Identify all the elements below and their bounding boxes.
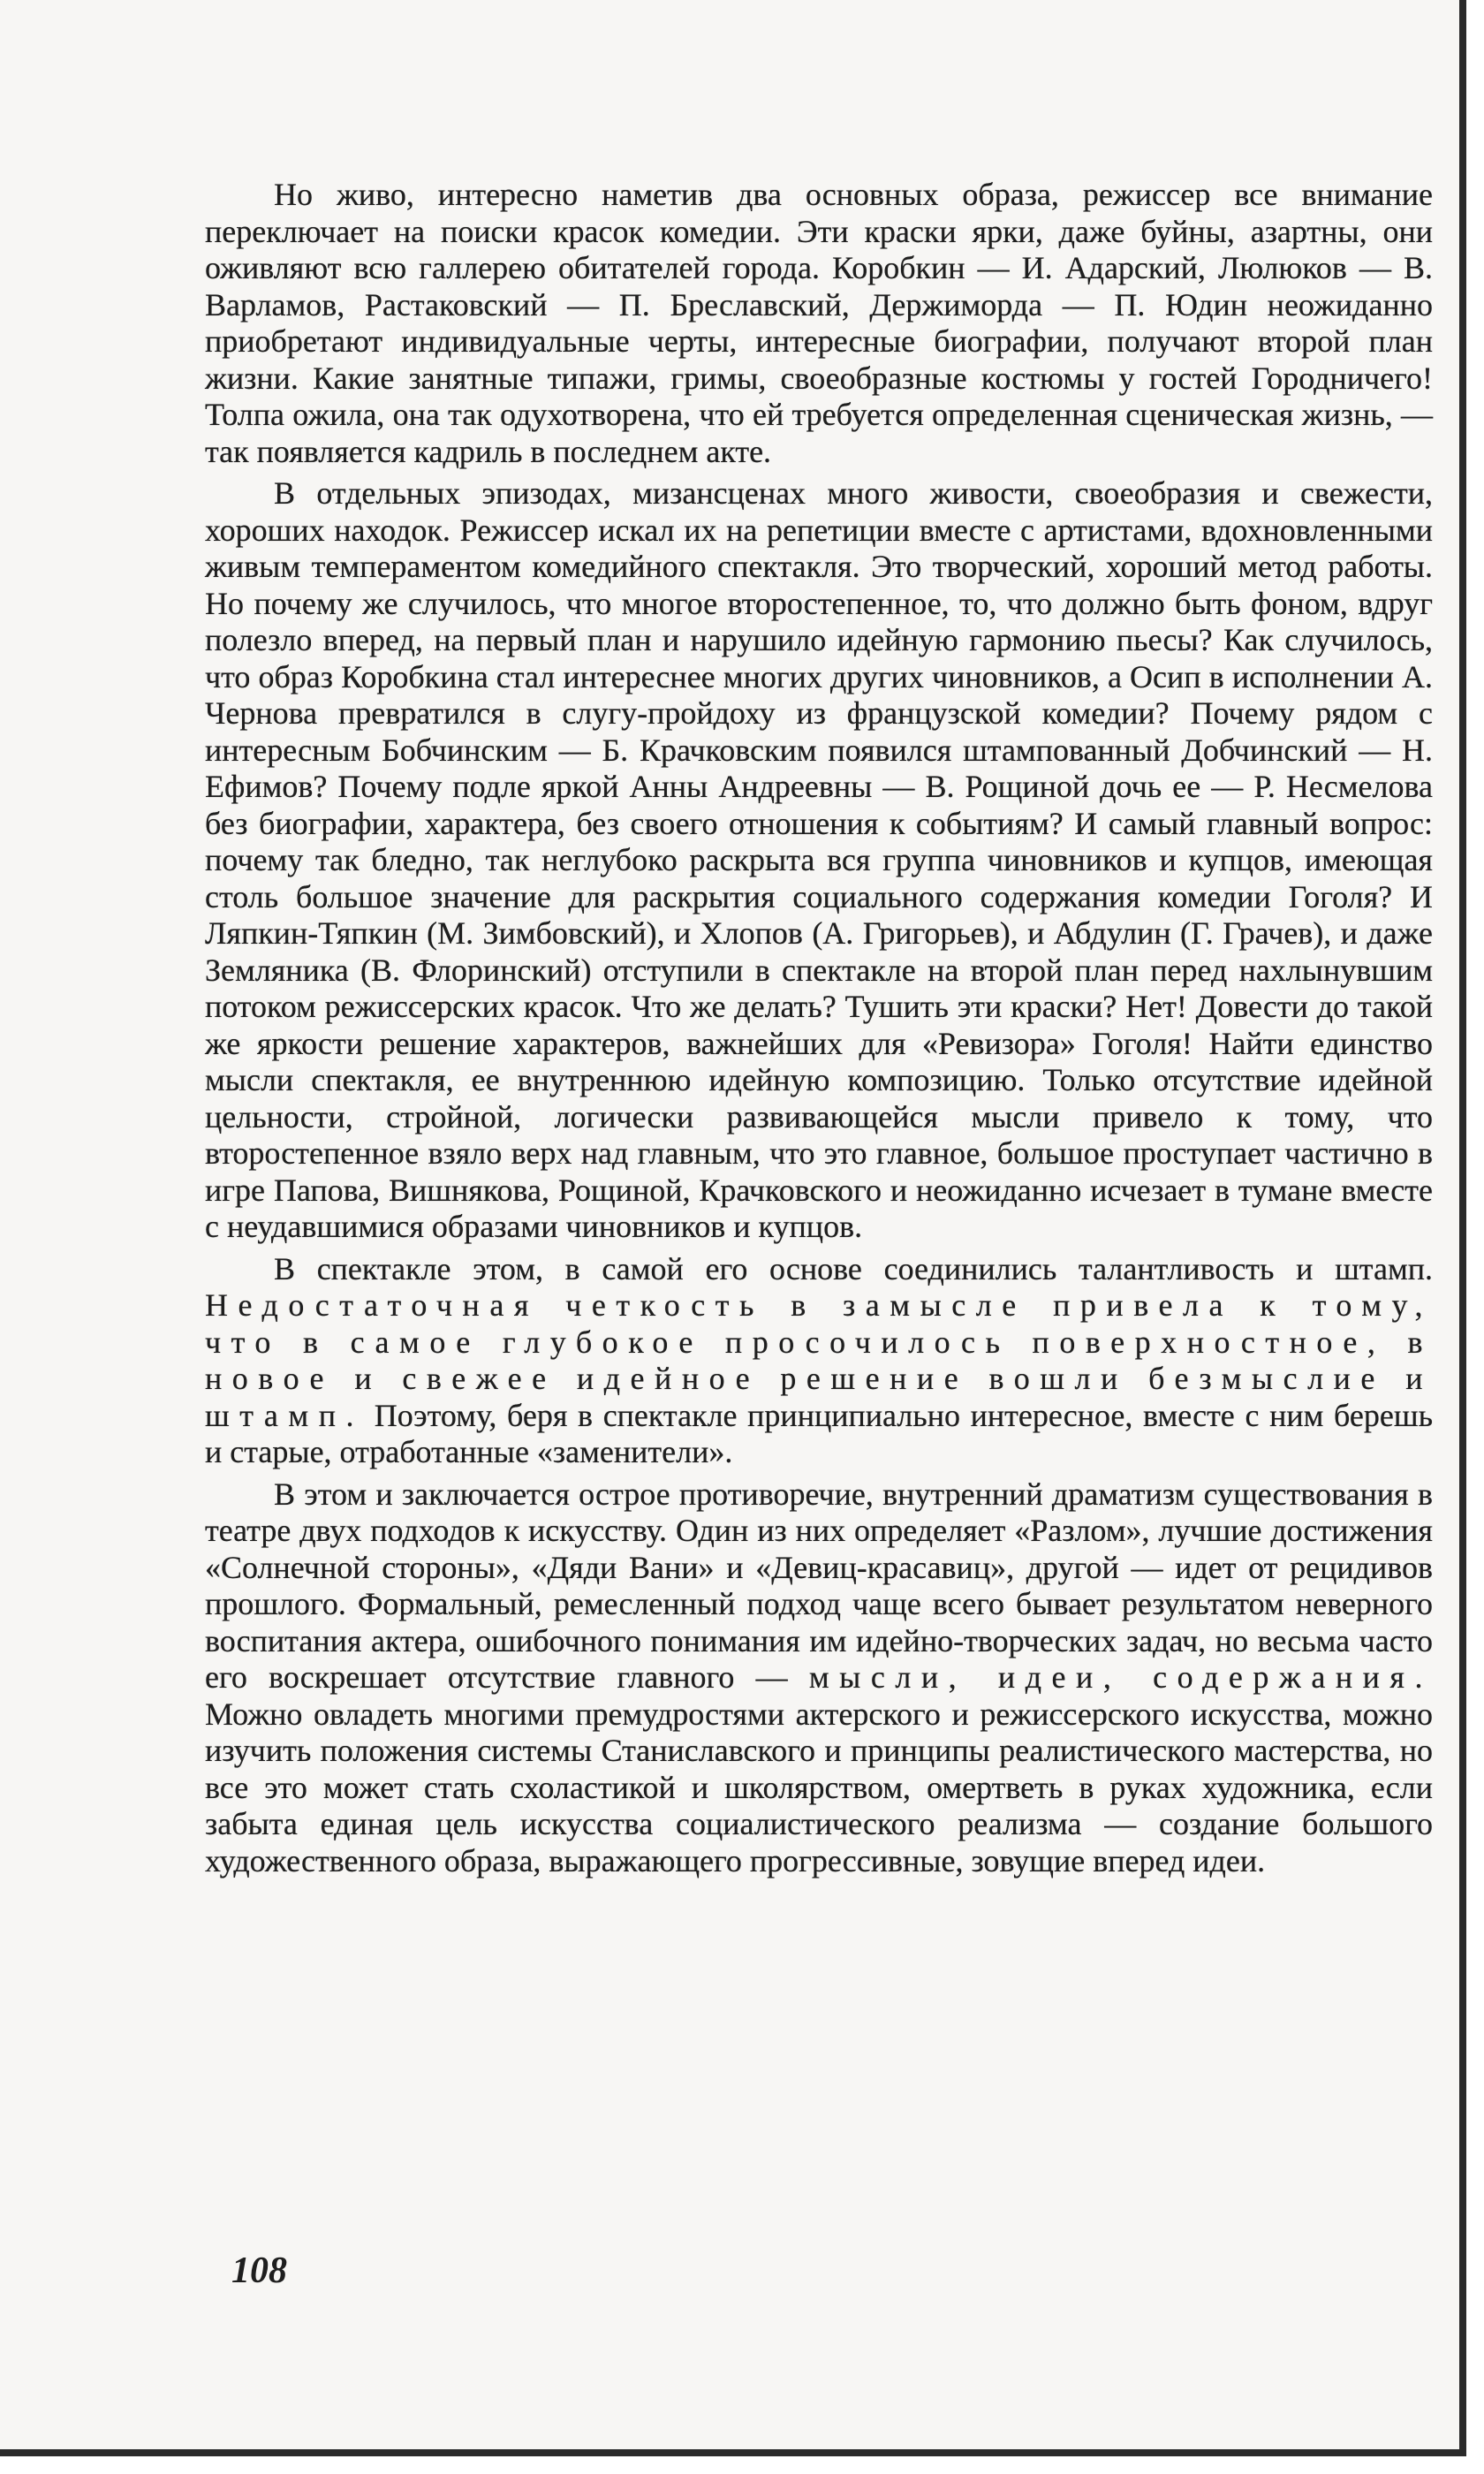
paragraph-text: Можно овладеть многими премудростями актерского и режиссерского искусства, можно изучить положения системы Станиславского и принципы реалистического мастерства, но все это может стать схоластикой и школярством, омертветь в руках художника, если забыта единая цель искусства социалистического реализма — создание большого художественного образа, выражающего прогрессивные, зовущие вперед идеи. xyxy=(205,1696,1433,1878)
emphasized-text: мысли, идеи, содержания. xyxy=(808,1659,1433,1695)
paragraph-4 xyxy=(205,1476,1433,1880)
paragraph-text: В спектакле этом, в самой его основе соединились талантливость и штамп. xyxy=(274,1250,1433,1286)
paragraph-1 xyxy=(205,177,1433,470)
paragraph-2 xyxy=(205,475,1433,1246)
paragraph-text: В отдельных эпизодах, мизансценах много живости, своеобразия и свежести, хороших находок. Режиссер искал их на репетиции вместе с артистами, вдохновленными живым темпераментом комедийного спектакля. Это творческий, хороший метод работы. Но почему же случилось, что многое второстепенное, то, что должно быть фоном, вдруг полезло вперед, на первый план и нарушило идейную гармонию пьесы? Как случилось, что образ Коробкина стал интереснее многих других чиновников, а Осип в исполнении А. Чернова превратился в слугу-пройдоху из французской комедии? Почему рядом с интересным Бобчинским — Б. Крачковским появился штампованный Добчинский — Н. Ефимов? Почему подле яркой Анны Андреевны — В. Рощиной дочь ее — Р. Несмелова без биографии, характера, без своего отношения к событиям? И самый главный вопрос: почему так бледно, так неглубоко раскрыта вся группа чиновников и купцов, имеющая столь большое значение для раскрытия социального содержания комедии Гоголя? И Ляпкин-Тяпкин (М. Зимбовский), и Хлопов (А. Григорьев), и Абдулин (Г. Грачев), и даже Земляника (В. Флоринский) отступили в спектакле на второй план перед нахлынувшим потоком режиссерских красок. Что же делать? Тушить эти краски? Нет! Довести до такой же яркости решение характеров, важнейших для «Ревизора» Гоголя! Найти единство мысли спектакля, ее внутреннюю идейную композицию. Только отсутствие идейной цельности, стройной, логически развивающейся мысли привело к тому, что второстепенное взяло верх над главным, что это главное, большое проступает частично в игре Папова, Вишнякова, Рощиной, Крачковского и неожиданно исчезает в тумане вместе с неудавшимися образами чиновников и купцов. xyxy=(205,475,1433,1244)
paragraph-3 xyxy=(205,1251,1433,1471)
body-text xyxy=(205,177,1433,1885)
paragraph-text: Поэтому, беря в спектакле принципиально интересное, вместе с ним берешь и старые, отработанные «заменители». xyxy=(205,1397,1433,1469)
paragraph-text: Но живо, интересно наметив два основных образа, режиссер все внимание переключает на поиски красок комедии. Эти краски ярки, даже буйны, азартны, они оживляют всю галлерею обитателей города. Коробкин — И. Адарский, Люлюков — В. Варламов, Растаковский — П. Бреславский, Держиморда — П. Юдин неожиданно приобретают индивидуальные черты, интересные биографии, получают второй план жизни. Какие занятные типажи, гримы, своеобразные костюмы у гостей Городничего! Толпа ожила, она так одухотворена, что ей требуется определенная сценическая жизнь, — так появляется кадриль в последнем акте. xyxy=(205,177,1433,469)
paragraph-text: В этом и заключается острое противоречие, внутренний драматизм существования в театре двух подходов к искусству. Один из них определяет «Разлом», лучшие достижения «Солнечной стороны», «Дяди Вани» и «Девиц-красавиц», другой — идет от рецидивов прошлого. Формальный, ремесленный подход чаще всего бывает результатом неверного воспитания актера, ошибочного понимания им идейно-творческих задач, но весьма часто его воскрешает отсутствие главного — xyxy=(205,1476,1433,1695)
emphasized-text: Недостаточная четкость в замысле привела к тому, что в самое глубокое просочилось поверхностное, в новое и свежее идейное решение вошли безмыслие и штамп. xyxy=(205,1287,1433,1433)
page-number: 108 xyxy=(231,2250,287,2291)
